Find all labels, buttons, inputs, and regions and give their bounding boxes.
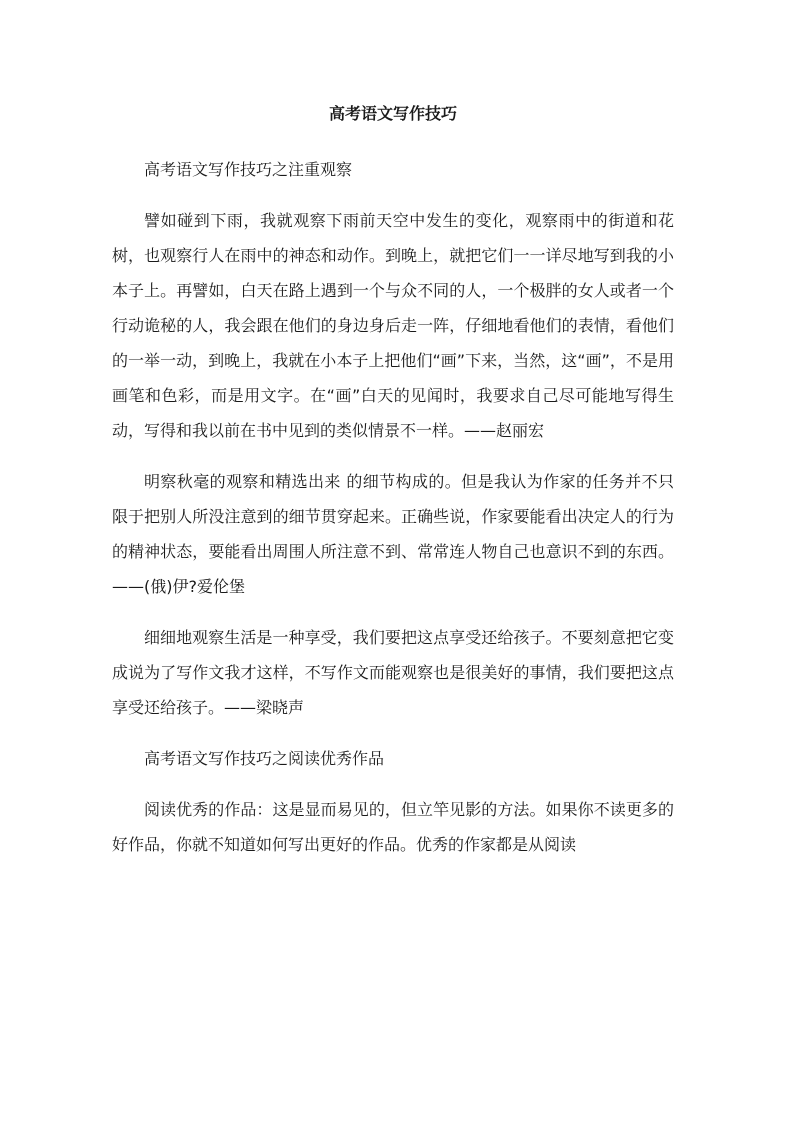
section-heading-reading: 高考语文写作技巧之阅读优秀作品 [144,749,385,768]
document-page [112,96,674,878]
document-title: 高考语文写作技巧 [328,104,457,123]
paragraph-liang-xiaosheng-quote: 细细地观察生活是一种享受，我们要把这点享受还给孩子。不要刻意把它变成说为了写作文我才这样，不写作文而能观察也是很美好的事情，我们要把这点享受还给孩子。——梁晓声 [112,628,674,717]
paragraph-reading-works: 阅读优秀的作品：这是显而易见的，但立竿见影的方法。如果你不读更多的好作品，你就不知道如何写出更好的作品。优秀的作家都是从阅读 [112,800,674,854]
paragraph-zhao-lihong-quote: 譬如碰到下雨，我就观察下雨前天空中发生的变化，观察雨中的街道和花树，也观察行人在雨中的神态和动作。到晚上，就把它们一一详尽地写到我的小本子上。再譬如，白天在路上遇到一个与众不同的人，一个极胖的女人或者一个行动诡秘的人，我会跟在他们的身边身后走一阵，仔细地看他们的表情，看他们的一举一动，到晚上，我就在小本子上把他们“画”下来，当然，这“画”，不是用画笔和色彩，而是用文字。在“画”白天的见闻时，我要求自己尽可能地写得生动，写得和我以前在书中见到的类似情景不一样。——赵丽宏 [112,211,674,440]
paragraph-ehrenburg-quote: 明察秋毫的观察和精选出来 的细节构成的。但是我认为作家的任务并不只限于把别人所没注意到的细节贯穿起来。正确些说，作家要能看出决定人的行为的精神状态，要能看出周围人所注意不到、常常连人物自己也意识不到的东西。——(俄)伊?爱伦堡 [112,472,674,596]
section-heading-observation: 高考语文写作技巧之注重观察 [144,160,353,179]
